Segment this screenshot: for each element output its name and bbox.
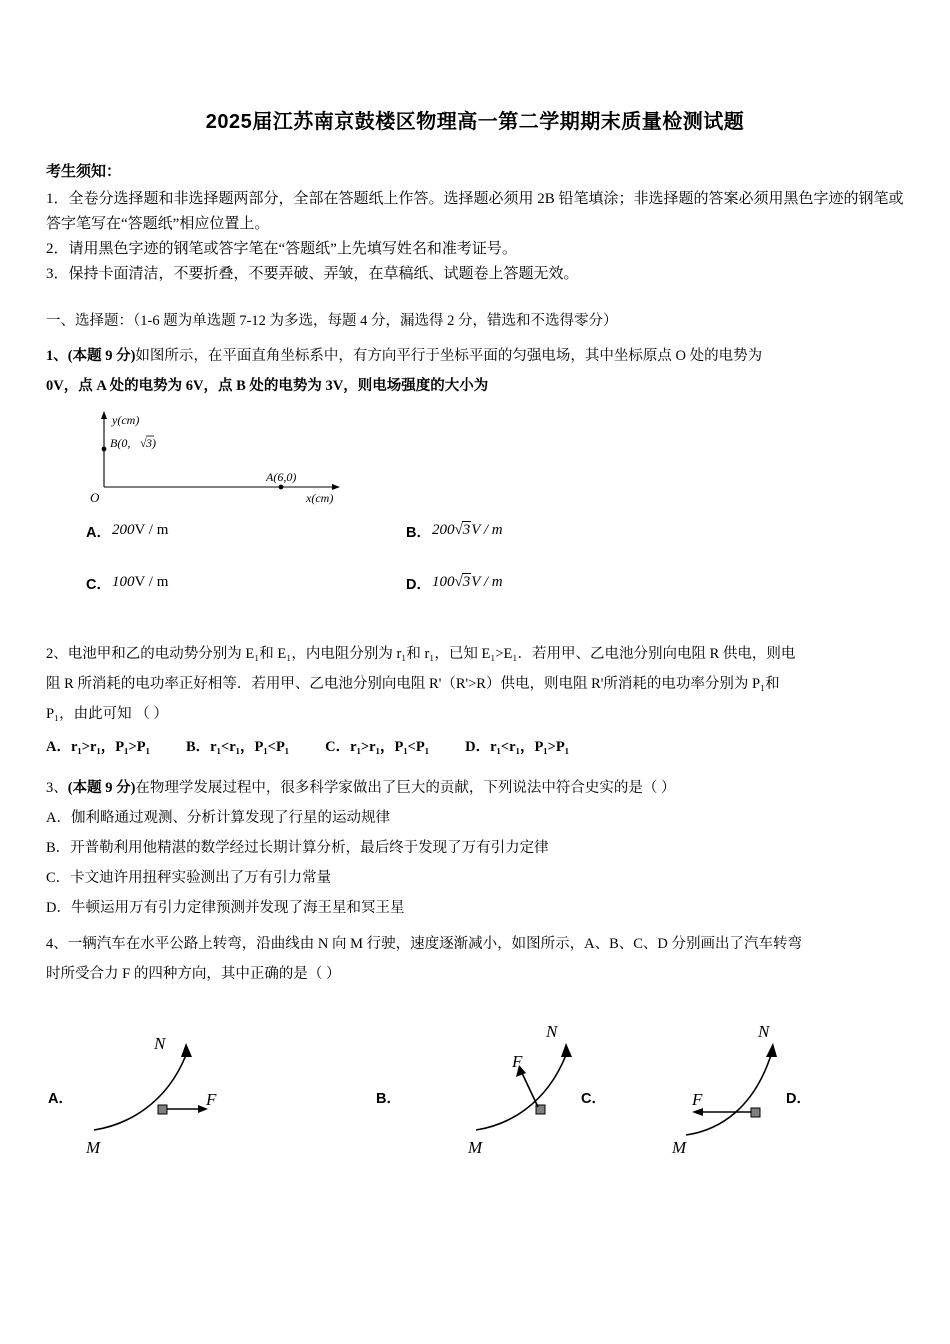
diagram-c — [671, 1022, 777, 1157]
section-heading: 一、选择题：（1-6 题为单选题 7-12 为多选，每题 4 分，漏选得 2 分，错选和不选得零分） — [46, 313, 618, 329]
question-2-text-1: 电池甲和乙的电动势分别为 E₁和 E₁，内电阻分别为 r₁和 r₁，已知 E₁>E₁．若用甲、乙电池分别向电阻 R 供电，则电 — [67, 646, 796, 662]
option-1-B[interactable] — [406, 521, 726, 542]
option-3-A[interactable]: A．伽利略通过观测、分析计算发现了行星的运动规律 — [46, 810, 390, 826]
svg-text:M: M — [86, 1138, 101, 1157]
notice-line-3: 3．保持卡面清洁，不要折叠，不要弄破、弄皱，在草稿纸、试题卷上答题无效。 — [46, 266, 579, 282]
svg-text:F: F — [692, 1090, 703, 1109]
option-1-D-unit: V / m — [471, 574, 503, 590]
option-4-A-label[interactable]: A． — [48, 1091, 73, 1107]
svg-text:M: M — [672, 1138, 687, 1157]
question-4-number: 4、 — [46, 936, 68, 952]
svg-text:N: N — [758, 1022, 770, 1041]
diagram-a — [85, 1034, 217, 1157]
notice-heading: 考生须知： — [46, 163, 122, 180]
svg-text:√: √ — [140, 436, 147, 450]
svg-text:M: M — [468, 1138, 483, 1157]
option-1-D-value: 100√3V / m — [432, 574, 503, 590]
option-1-C-coef: 100 — [112, 574, 135, 590]
question-2-options — [46, 731, 904, 763]
question-1-line-1 — [46, 341, 904, 371]
page-content — [0, 160, 950, 1165]
svg-text:A(6,0): A(6,0) — [266, 470, 297, 484]
svg-text:N: N — [154, 1034, 166, 1053]
option-1-C-unit: V / m — [134, 574, 169, 590]
option-1-D-label: D． — [406, 577, 431, 593]
question-4-text-1: 一辆汽车在水平公路上转弯，沿曲线由 N 向 M 行驶，速度逐渐减小，如图所示，A、B、C、D 分别画出了汽车转弯 — [67, 936, 803, 952]
svg-text:O: O — [90, 490, 100, 505]
option-1-C-value — [112, 573, 168, 591]
option-1-C-label: C． — [86, 577, 111, 593]
question-3-number: 3、 — [46, 780, 68, 796]
svg-text:F: F — [512, 1052, 523, 1071]
option-2-A[interactable]: A．r₁>r₁，P₁>P₁ — [46, 739, 150, 755]
svg-text:F: F — [206, 1090, 217, 1109]
option-4-C-label[interactable]: C． — [581, 1091, 606, 1107]
question-2-line-2: 阻 R 所消耗的电功率正好相等．若用甲、乙电池分别向电阻 R'（R'>R）供电，则电阻 R'所消耗的电功率分别为 P₁和 — [46, 676, 780, 692]
option-1-D-rad: 3 — [462, 574, 471, 590]
svg-text:B(0,: B(0, — [110, 436, 131, 450]
question-2-line-1 — [46, 639, 904, 669]
svg-text:N: N — [546, 1022, 558, 1041]
option-1-A-value — [112, 521, 168, 539]
notice-line-2: 2．请用黑色字迹的钢笔或答字笔在“答题纸”上先填写姓名和准考证号。 — [46, 241, 517, 257]
option-1-B-value: 200√3V / m — [432, 522, 503, 538]
option-1-D[interactable] — [406, 573, 726, 594]
question-4-line-2: 时所受合力 F 的四种方向，其中正确的是（ ） — [46, 966, 341, 982]
diagram-b — [467, 1022, 572, 1157]
notice-line-1: 1．全卷分选择题和非选择题两部分，全部在答题纸上作答。选择题必须用 2B 铅笔填涂；非选择题的答案必须用黑色字迹的钢笔或答字笔写在“答题纸”相应位置上。 — [46, 191, 904, 232]
option-1-A[interactable] — [86, 521, 406, 542]
option-1-A-unit: V / m — [134, 522, 169, 538]
option-4-D-label[interactable]: D． — [786, 1091, 811, 1107]
option-1-B-coef: 200 — [432, 522, 455, 538]
question-3-prefix: (本题 9 分) — [67, 780, 136, 796]
page-title: 2025届江苏南京鼓楼区物理高一第二学期期末质量检测试题 — [205, 111, 745, 133]
question-1-figure — [76, 407, 376, 517]
question-3-text-1: 在物理学发展过程中，很多科学家做出了巨大的贡献，下列说法中符合史实的是（ ） — [135, 780, 676, 796]
question-1-line-2 — [46, 371, 904, 401]
option-2-B[interactable]: B．r₁<r₁，P₁<P₁ — [185, 739, 290, 755]
question-1-prefix: (本题 9 分) — [67, 348, 136, 364]
option-1-A-label: A． — [86, 525, 111, 541]
option-3-B[interactable]: B．开普勒利用他精湛的数学经过长期计算分析，最后终于发现了万有引力定律 — [46, 840, 549, 856]
question-1-number: 1、 — [46, 348, 68, 364]
option-2-C[interactable]: C．r₁>r₁，P₁<P₁ — [325, 739, 430, 755]
question-4-figure — [46, 995, 904, 1165]
option-1-D-coef: 100 — [432, 574, 455, 590]
option-4-B-label[interactable]: B． — [376, 1091, 401, 1107]
option-1-B-label: B． — [406, 525, 431, 541]
question-2-line-3: P₁，由此可知 （ ） — [46, 706, 168, 722]
car-turning-diagrams — [46, 995, 904, 1165]
coordinate-diagram — [76, 407, 376, 517]
option-1-B-rad: 3 — [462, 522, 471, 538]
question-1-text-2: 0V，点 A 处的电势为 6V，点 B 处的电势为 3V，则电场强度的大小为 — [46, 378, 489, 394]
option-1-B-unit: V / m — [471, 522, 503, 538]
option-1-A-coef: 200 — [112, 522, 135, 538]
option-3-D[interactable]: D．牛顿运用万有引力定律预测并发现了海王星和冥王星 — [46, 900, 405, 916]
question-1-options — [86, 521, 726, 625]
option-3-C[interactable]: C．卡文迪许用扭秤实验测出了万有引力常量 — [46, 870, 332, 886]
option-1-C[interactable] — [86, 573, 406, 594]
question-3-line-1 — [46, 773, 904, 803]
option-2-D[interactable]: D．r₁<r₁，P₁>P₁ — [465, 739, 570, 755]
question-4-line-1 — [46, 929, 904, 959]
svg-text:3): 3) — [146, 436, 156, 450]
svg-text:x(cm): x(cm) — [306, 491, 334, 505]
svg-text:y(cm): y(cm) — [112, 413, 140, 427]
question-2-number: 2、 — [46, 646, 68, 662]
question-1-text-1: 如图所示，在平面直角坐标系中，有方向平行于坐标平面的匀强电场，其中坐标原点 O 处的电势为 — [135, 348, 763, 364]
